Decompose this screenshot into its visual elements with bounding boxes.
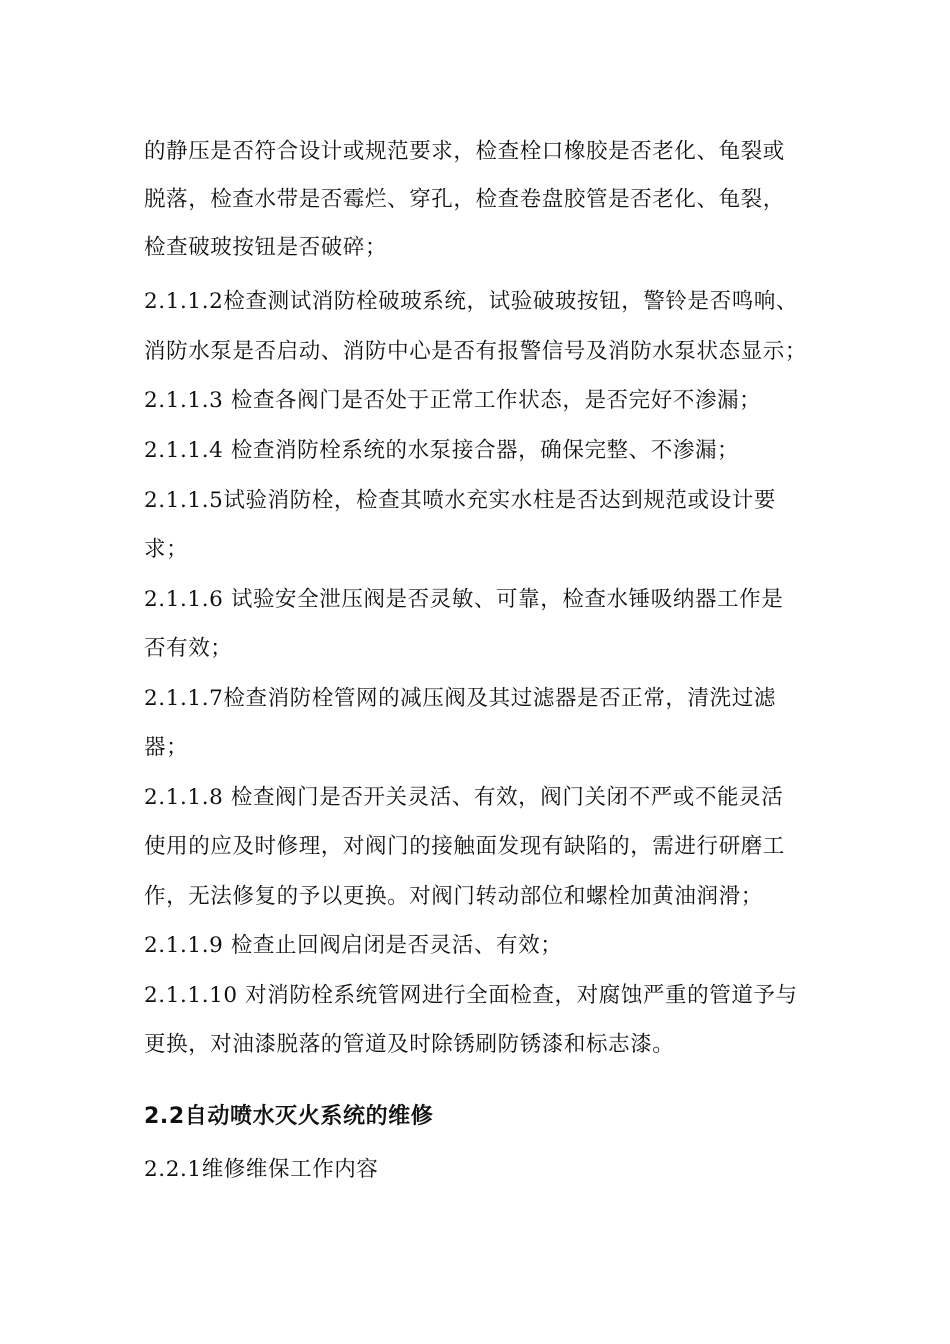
text-line: 求； [144, 537, 189, 562]
text-line: 更换，对油漆脱落的管道及时除锈刷防锈漆和标志漆。 [144, 1032, 675, 1057]
text-line: 2.1.1.5试验消防栓，检查其喷水充实水柱是否达到规范或设计要 [144, 488, 776, 513]
subsection-title: 2.2.1维修维保工作内容 [144, 1157, 379, 1182]
section-heading: 2.2自动喷水灭火系统的维修 [144, 1104, 434, 1129]
text-line: 2.1.1.9 检查止回阀启闭是否灵活、有效； [144, 933, 563, 958]
text-line: 2.1.1.2检查测试消防栓破玻系统，试验破玻按钮，警铃是否鸣响、 [144, 289, 799, 314]
text-line: 脱落，检查水带是否霉烂、穿孔，检查卷盘胶管是否老化、龟裂， [144, 187, 785, 212]
text-line: 作，无法修复的予以更换。对阀门转动部位和螺栓加黄油润滑； [144, 884, 763, 909]
text-line: 2.1.1.10 对消防栓系统管网进行全面检查，对腐蚀严重的管道予与 [144, 983, 798, 1008]
text-line: 2.1.1.6 试验安全泄压阀是否灵敏、可靠，检查水锤吸纳器工作是 [144, 587, 784, 612]
text-line: 器； [144, 735, 189, 760]
text-line: 否有效； [144, 636, 233, 661]
text-line: 2.1.1.8 检查阀门是否开关灵活、有效，阀门关闭不严或不能灵活 [144, 785, 784, 810]
text-line: 2.1.1.3 检查各阀门是否处于正常工作状态，是否完好不渗漏； [144, 388, 762, 413]
text-line: 2.1.1.4 检查消防栓系统的水泵接合器，确保完整、不渗漏； [144, 438, 740, 463]
text-line: 2.1.1.7检查消防栓管网的减压阀及其过滤器是否正常，清洗过滤 [144, 686, 776, 711]
text-line: 检查破玻按钮是否破碎； [144, 235, 388, 260]
text-line: 使用的应及时修理，对阀门的接触面发现有缺陷的，需进行研磨工 [144, 834, 785, 859]
text-line: 消防水泵是否启动、消防中心是否有报警信号及消防水泵状态显示； [144, 339, 808, 364]
text-line: 的静压是否符合设计或规范要求，检查栓口橡胶是否老化、龟裂或 [144, 139, 785, 164]
